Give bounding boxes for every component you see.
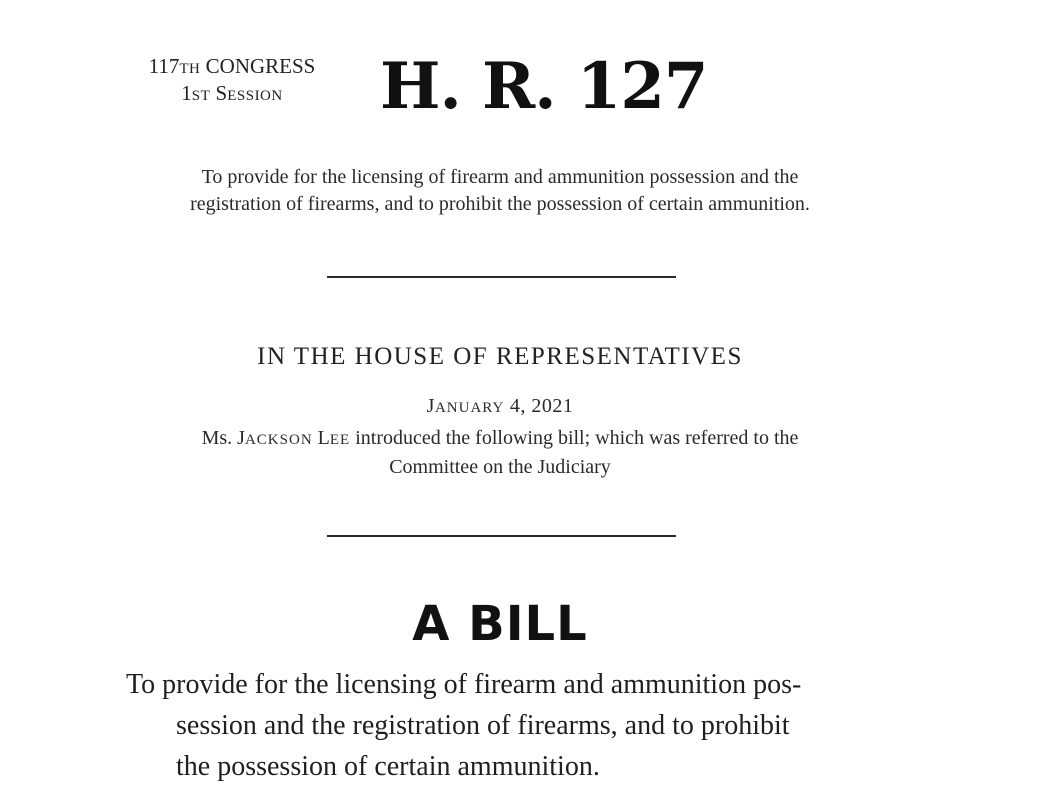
chamber-heading: IN THE HOUSE OF REPRESENTATIVES	[257, 343, 743, 370]
congress-label: 117TH CONGRESS	[148, 54, 316, 78]
introduction-statement	[100, 425, 900, 481]
short-title-line: registration of firearms, and to prohibit the possession of certain ammunition.	[190, 193, 810, 215]
introduction-date: JANUARY 4, 2021	[426, 395, 574, 417]
long-title-line: To provide for the licensing of firearm and ammunition pos-	[126, 669, 802, 700]
committee-line: Committee on the Judiciary	[389, 456, 611, 478]
congress-session-block	[118, 54, 346, 108]
divider-bottom	[327, 535, 676, 537]
bill-number: H. R. 127	[380, 49, 708, 124]
divider-top	[327, 276, 676, 278]
sponsor-line: Ms. JACKSON LEE introduced the following bill; which was referred to the	[201, 427, 799, 449]
short-title-line: To provide for the licensing of firearm and ammunition possession and the	[201, 166, 799, 188]
bill-heading: A BILL	[412, 596, 588, 652]
long-title-line: the possession of certain ammunition.	[176, 751, 600, 782]
long-title-line: session and the registration of firearms, and to prohibit	[176, 710, 790, 741]
long-title	[126, 664, 886, 787]
session-label: 1ST SESSION	[181, 81, 283, 105]
short-title	[100, 164, 900, 218]
